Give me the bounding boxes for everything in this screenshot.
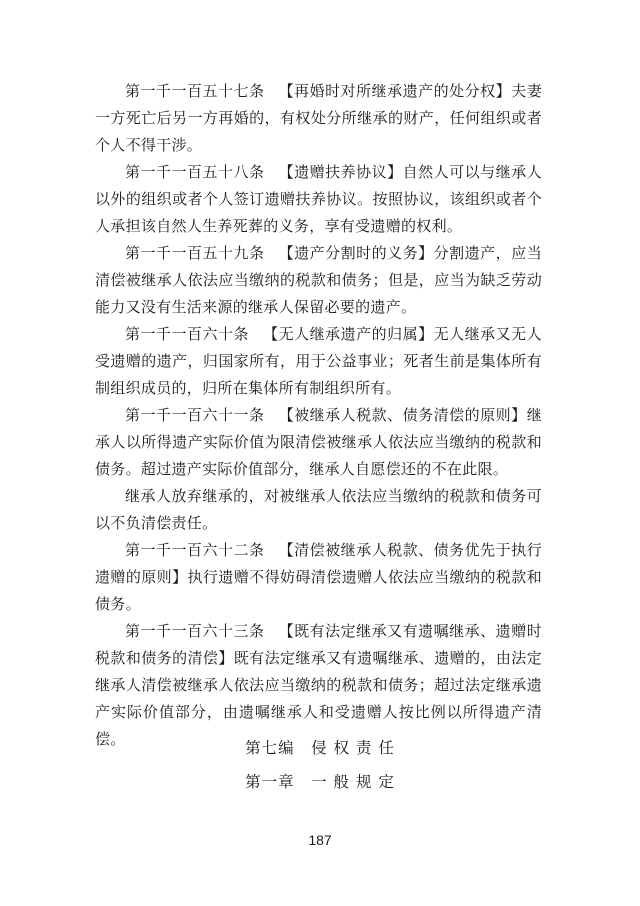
article-1157 <box>95 78 542 159</box>
article-number: 第一千一百六十一条 <box>125 406 265 424</box>
article-body <box>95 78 542 753</box>
article-1158 <box>95 159 542 240</box>
article-text: 自然人可以与继承人以外的组织或者个人签订遗赠扶养协议。按照协议，该组织或者个人承担该自然人生养死葬的义务，享有受遗赠的权利。 <box>95 163 543 235</box>
article-1162 <box>95 537 542 618</box>
article-text: 继承人以所得遗产实际价值为限清偿被继承人依法应当缴纳的税款和债务。超过遗产实际价值部分，继承人自愿偿还的不在此限。 <box>95 406 543 478</box>
article-title: 【遗产分割时的义务】 <box>278 244 434 262</box>
article-1160 <box>95 321 542 402</box>
article-number: 第一千一百五十七条 <box>125 82 265 100</box>
article-title: 【遗赠扶养协议】 <box>278 163 403 181</box>
article-title: 【再婚时对所继承遗产的处分权】 <box>278 82 512 100</box>
article-1161 <box>95 402 542 483</box>
article-title: 【无人继承遗产的归属】 <box>263 325 434 343</box>
article-text: 夫妻一方死亡后另一方再婚的，有权处分所继承的财产，任何组织或者个人不得干涉。 <box>95 82 542 154</box>
article-1163 <box>95 618 542 753</box>
article-number: 第一千一百六十条 <box>125 325 250 343</box>
article-title: 【被继承人税款、债务清偿的原则】 <box>278 406 527 424</box>
article-number: 第一千一百五十九条 <box>125 244 265 262</box>
part-title: 第七编 侵 权 责 任 <box>245 739 395 757</box>
article-title: 【清偿被继承人税款、债务优先于执行遗赠的原则】 <box>95 541 542 586</box>
chapter-title: 第一章 一 般 规 定 <box>245 773 395 791</box>
article-number: 第一千一百六十三条 <box>125 622 265 640</box>
page-number: 187 <box>308 832 332 848</box>
article-text: 分割遗产，应当清偿被继承人依法应当缴纳的税款和债务；但是，应当为缺乏劳动能力又没有生活来源的继承人保留必要的遗产。 <box>95 244 542 316</box>
article-1161-paragraph-2 <box>95 483 542 537</box>
article-1159 <box>95 240 542 321</box>
article-title: 【既有法定继承又有遗嘱继承、遗赠时税款和债务的清偿】 <box>95 622 542 667</box>
article-number: 第一千一百六十二条 <box>125 541 265 559</box>
article-text: 既有法定继承又有遗嘱继承、遗赠的，由法定继承人清偿被继承人依法应当缴纳的税款和债务；超过法定继承遗产实际价值部分，由遗嘱继承人和受遗赠人按比例以所得遗产清偿。 <box>95 649 542 748</box>
article-text: 执行遗赠不得妨碍清偿遗赠人依法应当缴纳的税款和债务。 <box>95 568 542 613</box>
article-text: 继承人放弃继承的，对被继承人依法应当缴纳的税款和债务可以不负清偿责任。 <box>95 487 542 532</box>
article-number: 第一千一百五十八条 <box>125 163 265 181</box>
article-text: 无人继承又无人受遗赠的遗产，归国家所有，用于公益事业；死者生前是集体所有制组织成员的，归所在集体所有制组织所有。 <box>95 325 542 397</box>
